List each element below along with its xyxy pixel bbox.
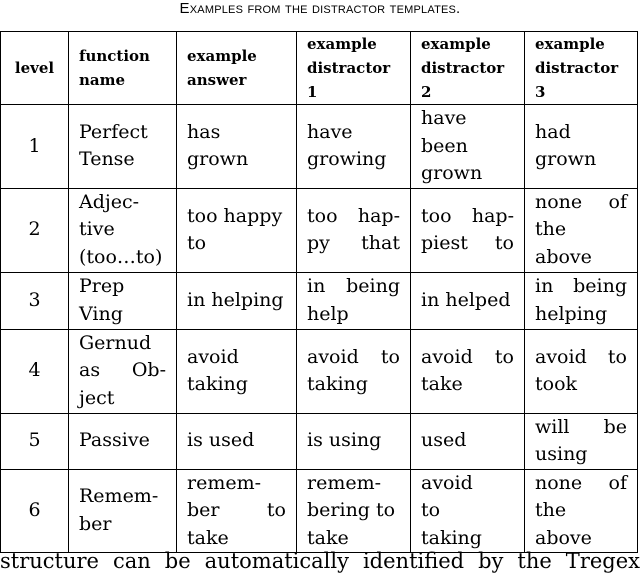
cell-distractor-3: in being helping — [525, 272, 638, 329]
header-level: level — [1, 32, 69, 105]
table-row — [1, 329, 638, 413]
table-row — [1, 272, 638, 329]
body-text-line: structure can be automatically identified by the Tregex — [0, 549, 640, 573]
cell-distractor-3: none of the above — [525, 188, 638, 272]
cell-example-answer: too happy to — [177, 188, 297, 272]
header-distractor-2: example distractor 2 — [411, 32, 525, 105]
cell-distractor-1: in being help — [297, 272, 411, 329]
cell-level: 1 — [1, 105, 69, 189]
cell-distractor-2: have been grown — [411, 105, 525, 189]
cell-distractor-3: avoid to took — [525, 329, 638, 413]
cell-distractor-3: will be using — [525, 413, 638, 469]
cell-distractor-1: is using — [297, 413, 411, 469]
cell-example-answer: avoid taking — [177, 329, 297, 413]
table-row — [1, 105, 638, 189]
cell-function-name: Adjec- tive (too…to) — [69, 188, 177, 272]
cell-function-name: Perfect Tense — [69, 105, 177, 189]
table-caption: Examples from the distractor templates. — [179, 0, 461, 17]
cell-distractor-1: have growing — [297, 105, 411, 189]
cell-example-answer: is used — [177, 413, 297, 469]
cell-level: 5 — [1, 413, 69, 469]
cell-example-answer: remem- ber to take — [177, 469, 297, 553]
cell-level: 2 — [1, 188, 69, 272]
cell-distractor-2: avoid to taking — [411, 469, 525, 553]
header-distractor-1: example distractor 1 — [297, 32, 411, 105]
header-distractor-3: example distractor 3 — [525, 32, 638, 105]
table-row — [1, 469, 638, 553]
cell-function-name: Gernud as Ob- ject — [69, 329, 177, 413]
header-function-name: function name — [69, 32, 177, 105]
table-row — [1, 413, 638, 469]
cell-distractor-2: avoid to take — [411, 329, 525, 413]
cell-distractor-1: too hap- py that — [297, 188, 411, 272]
cell-example-answer: has grown — [177, 105, 297, 189]
cell-distractor-2: in helped — [411, 272, 525, 329]
cell-distractor-3: had grown — [525, 105, 638, 189]
cell-distractor-1: remem- bering to take — [297, 469, 411, 553]
cell-level: 4 — [1, 329, 69, 413]
table-row — [1, 188, 638, 272]
cell-distractor-2: too hap- piest to — [411, 188, 525, 272]
cell-function-name: Passive — [69, 413, 177, 469]
cell-distractor-3: none of the above — [525, 469, 638, 553]
distractor-templates-table — [0, 31, 638, 553]
cell-function-name: Prep Ving — [69, 272, 177, 329]
cell-function-name: Remem- ber — [69, 469, 177, 553]
cell-distractor-2: used — [411, 413, 525, 469]
cell-level: 6 — [1, 469, 69, 553]
cell-distractor-1: avoid to taking — [297, 329, 411, 413]
header-example-answer: example answer — [177, 32, 297, 105]
cell-level: 3 — [1, 272, 69, 329]
header-row — [1, 32, 638, 105]
cell-example-answer: in helping — [177, 272, 297, 329]
